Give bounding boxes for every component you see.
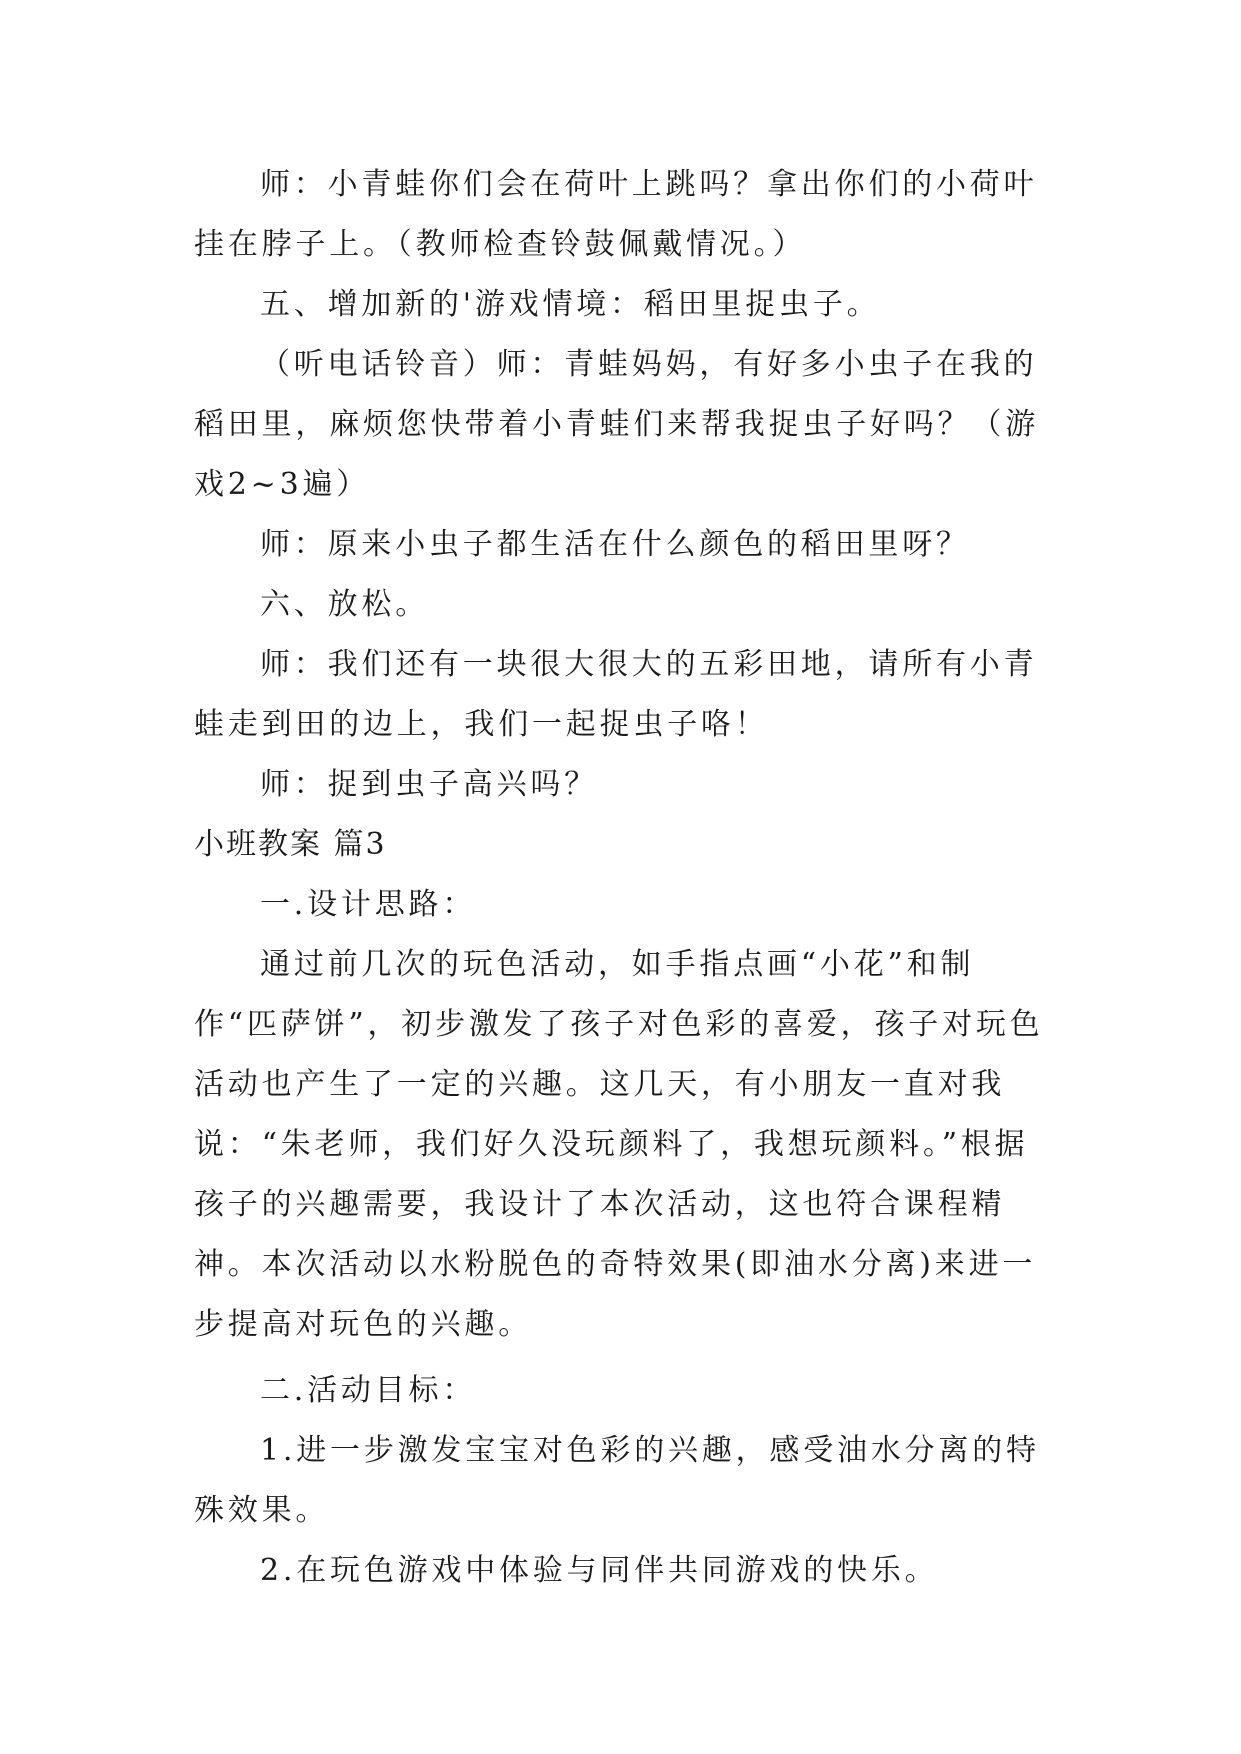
paragraph: 一.设计思路： xyxy=(260,887,477,922)
paragraph: 1.进一步激发宝宝对色彩的兴趣，感受油水分离的特殊效果。 xyxy=(194,1433,1040,1528)
paragraph: （听电话铃音）师：青蛙妈妈，有好多小虫子在我的稻田里，麻烦您快带着小青蛙们来帮我捉虫子好吗？（游戏2~3遍） xyxy=(194,347,1039,502)
paragraph: 2.在玩色游戏中体验与同伴共同游戏的快乐。 xyxy=(260,1553,939,1588)
paragraph: 二.活动目标： xyxy=(260,1373,477,1408)
paragraph: 师：我们还有一块很大很大的五彩田地，请所有小青蛙走到田的边上，我们一起捉虫子咯！ xyxy=(194,647,1038,742)
paragraph: 师：原来小虫子都生活在什么颜色的稻田里呀？ xyxy=(260,527,970,562)
document-body xyxy=(194,155,1054,1601)
paragraph: 师：捉到虫子高兴吗？ xyxy=(260,767,598,802)
paragraph: 通过前几次的玩色活动，如手指点画“小花”和制作“匹萨饼”，初步激发了孩子对色彩的喜爱，孩子对玩色活动也产生了一定的兴趣。这几天，有小朋友一直对我说：“朱老师，我们好久没玩颜料了，我想玩颜料。”根据孩子的兴趣需要，我设计了本次活动，这也符合课程精神。本次活动以水粉脱色的奇特效果(即油水分离)来进一步提高对玩色的兴趣。 xyxy=(194,947,1044,1342)
paragraph: 师：小青蛙你们会在荷叶上跳吗？拿出你们的小荷叶挂在脖子上。（教师检查铃鼓佩戴情况。） xyxy=(194,167,1038,262)
section-title: 小班教案 篇3 xyxy=(194,827,387,862)
paragraph: 六、放松。 xyxy=(260,587,429,622)
paragraph: 五、增加新的'游戏情境：稻田里捉虫子。 xyxy=(260,287,881,322)
